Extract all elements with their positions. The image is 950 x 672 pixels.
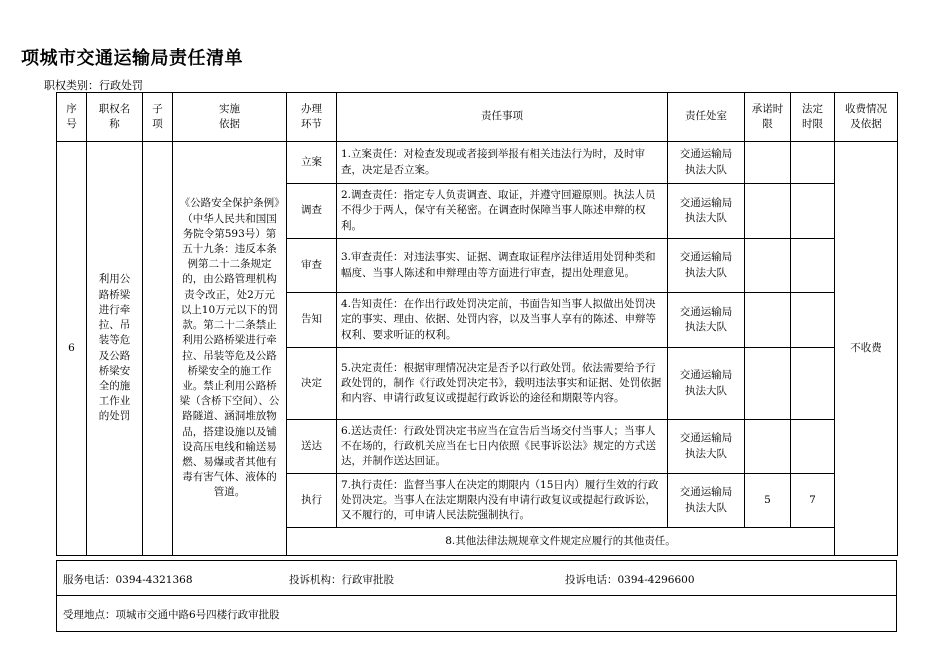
footer-contact-row <box>56 560 897 596</box>
stage-office: 交通运输局 执法大队 <box>668 184 745 239</box>
table-row <box>57 142 898 184</box>
stage-promise <box>745 293 791 348</box>
row-basis: 《公路安全保护条例》（中华人民共和国国务院令第593号）第五十九条：违反本条例第二十二条规定的，由公路管理机构责令改正，处2万元以上10万元以下的罚款。第二十二条禁止利用公路桥梁进行牵拉、吊装等危及公路桥梁安全的施工作业。禁止利用公路桥梁（含桥下空间）、公路隧道、涵洞堆放物品，搭建设施以及铺设高压电线和输送易燃、易爆或者其他有毒有害气体、液体的管道。 <box>173 142 287 556</box>
stage-label: 调查 <box>287 184 337 239</box>
row-sub-item <box>143 142 173 556</box>
header-legal-limit: 法定 时限 <box>791 93 835 142</box>
table-header-row <box>57 93 898 142</box>
stage-legal <box>791 293 835 348</box>
complaint-phone: 投诉电话：0394-4296600 <box>565 574 695 586</box>
stage-legal <box>791 348 835 420</box>
category-label: 职权类别：行政处罚 <box>44 79 143 92</box>
stage-legal: 7 <box>791 474 835 528</box>
stage-duty: 3.审查责任：对违法事实、证据、调查取证程序法律适用处罚种类和幅度、当事人陈述和申辩理由等方面进行审查，提出处理意见。 <box>337 239 668 293</box>
stage-label: 决定 <box>287 348 337 420</box>
footer-address-row <box>56 596 897 632</box>
stage-duty: 1.立案责任：对检查发现或者接到举报有相关违法行为时，及时审查，决定是否立案。 <box>337 142 668 184</box>
stage-promise: 5 <box>745 474 791 528</box>
header-promise-limit: 承诺时 限 <box>745 93 791 142</box>
stage-office: 交通运输局 执法大队 <box>668 474 745 528</box>
stage-promise <box>745 142 791 184</box>
stage-office: 交通运输局 执法大队 <box>668 348 745 420</box>
stage-promise <box>745 184 791 239</box>
complaint-org: 投诉机构：行政审批股 <box>289 574 394 586</box>
header-stage: 办理 环节 <box>287 93 337 142</box>
stage-promise <box>745 239 791 293</box>
stage-office: 交通运输局 执法大队 <box>668 293 745 348</box>
stage-duty: 4.告知责任：在作出行政处罚决定前，书面告知当事人拟做出处罚决定的事实、理由、依据、处罚内容，以及当事人享有的陈述、申辩等权利、要求听证的权利。 <box>337 293 668 348</box>
row-power-name: 利用公 路桥梁 进行牵 拉、吊 装等危 及公路 桥梁安 全的施 工作业 的处罚 <box>87 142 143 556</box>
stage-label: 立案 <box>287 142 337 184</box>
service-phone: 服务电话：0394-4321368 <box>63 574 193 586</box>
header-sub-item: 子 项 <box>143 93 173 142</box>
header-duty: 责任事项 <box>337 93 668 142</box>
stage-duty: 7.执行责任：监督当事人在决定的期限内（15日内）履行生效的行政处罚决定。当事人在法定期限内没有申请行政复议或提起行政诉讼，又不履行的，可申请人民法院强制执行。 <box>337 474 668 528</box>
stage-legal <box>791 420 835 474</box>
stage-legal <box>791 184 835 239</box>
stage-promise <box>745 348 791 420</box>
other-duty: 8.其他法律法规规章文件规定应履行的其他责任。 <box>287 528 835 556</box>
stage-duty: 6.送达责任：行政处罚决定书应当在宣告后当场交付当事人；当事人不在场的，行政机关应当在七日内依照《民事诉讼法》规定的方式送达，并制作送达回证。 <box>337 420 668 474</box>
header-power-name: 职权名 称 <box>87 93 143 142</box>
stage-office: 交通运输局 执法大队 <box>668 420 745 474</box>
stage-office: 交通运输局 执法大队 <box>668 142 745 184</box>
stage-office: 交通运输局 执法大队 <box>668 239 745 293</box>
stage-label: 送达 <box>287 420 337 474</box>
row-seq: 6 <box>57 142 87 556</box>
responsibility-table <box>56 92 898 556</box>
header-seq: 序 号 <box>57 93 87 142</box>
stage-promise <box>745 420 791 474</box>
stage-duty: 2.调查责任：指定专人负责调查、取证，并遵守回避原则。执法人员不得少于两人，保守有关秘密。在调查时保障当事人陈述申辩的权利。 <box>337 184 668 239</box>
stage-label: 执行 <box>287 474 337 528</box>
stage-duty: 5.决定责任：根据审理情况决定是否予以行政处罚。依法需要给予行政处罚的，制作《行政处罚决定书》，载明违法事实和证据、处罚依据和内容、申请行政复议或提起行政诉讼的途径和期限等内容。 <box>337 348 668 420</box>
stage-legal <box>791 142 835 184</box>
header-fee: 收费情况 及依据 <box>835 93 898 142</box>
stage-label: 审查 <box>287 239 337 293</box>
header-basis: 实施 依据 <box>173 93 287 142</box>
stage-label: 告知 <box>287 293 337 348</box>
page-title: 项城市交通运输局责任清单 <box>21 48 243 69</box>
header-office: 责任处室 <box>668 93 745 142</box>
stage-legal <box>791 239 835 293</box>
accept-address: 受理地点：项城市交通中路6号四楼行政审批股 <box>63 609 280 621</box>
row-fee: 不收费 <box>835 142 898 556</box>
